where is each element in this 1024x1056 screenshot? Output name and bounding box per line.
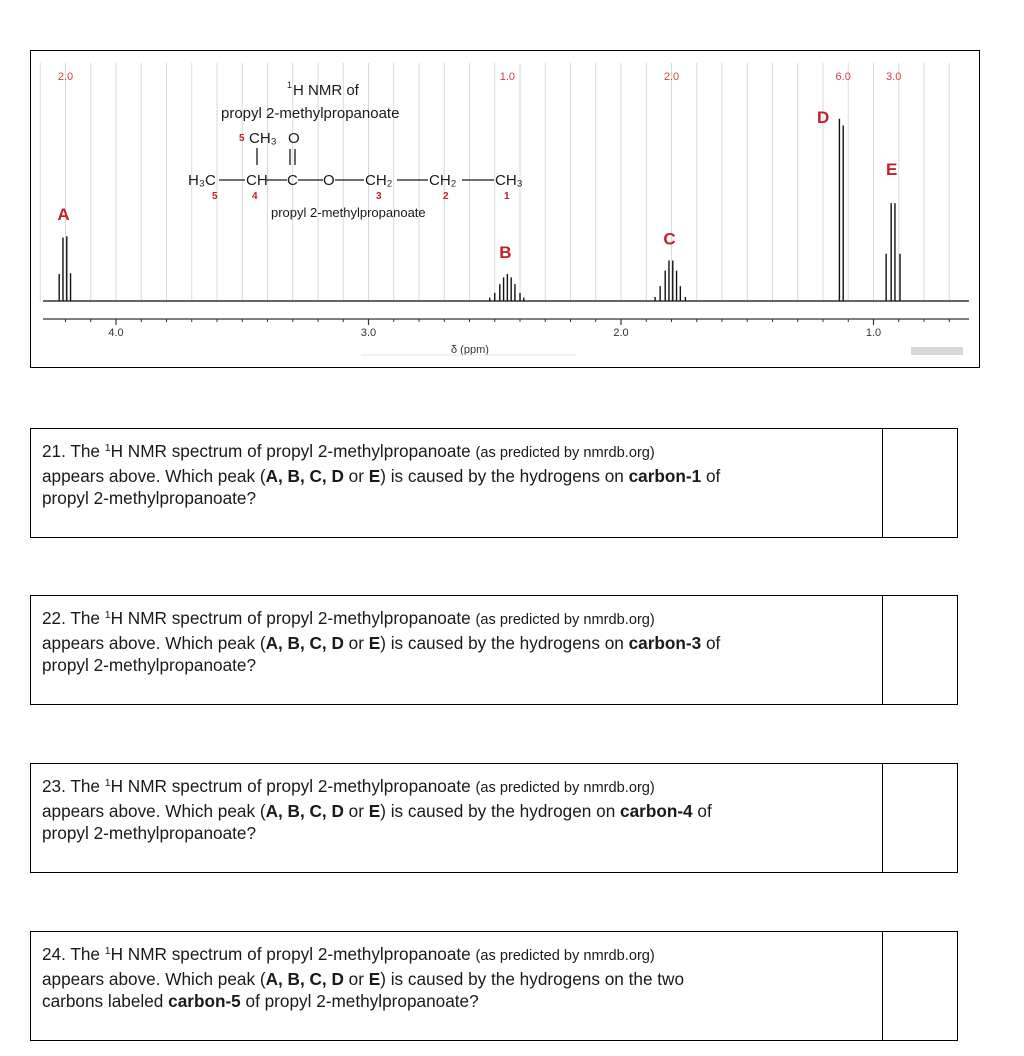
structure-title-line2: propyl 2-methylpropanoate — [221, 105, 400, 122]
integration-value: 2.0 — [57, 71, 74, 83]
x-axis-tick-label: 2.0 — [613, 327, 629, 339]
answer-box-22[interactable] — [883, 596, 957, 704]
x-axis-tick-label: 3.0 — [360, 327, 377, 339]
structure-caption: propyl 2-methylpropanoate — [271, 205, 426, 220]
question-21-text: 21. The $^1$H NMR spectrum of propyl 2-methylpropanoate (as predicted by nmrdb.org) appears above. Which peak (A, B, C, D or E) is caused by the hydrogens on carbon-1 of propyl 2-methylpropanoate? — [31, 429, 883, 537]
peak-label-B: B — [499, 243, 512, 262]
methyl-top: CH₃ — [249, 130, 277, 147]
carbon-5-number: 5 — [212, 191, 218, 202]
integration-value: 6.0 — [835, 71, 851, 83]
question-24-text: 24. The $^1$H NMR spectrum of propyl 2-methylpropanoate (as predicted by nmrdb.org) appears above. Which peak (A, B, C, D or E) is caused by the hydrogens on the two carbons labeled carbon-5 of propyl 2-methylpropanoate? — [31, 932, 883, 1040]
nmr-figure — [30, 50, 980, 368]
carbon-3-number: 3 — [376, 191, 382, 202]
scroll-handle[interactable] — [911, 347, 963, 355]
carbon-2-number: 2 — [443, 191, 449, 202]
question-24 — [30, 931, 958, 1041]
h3c: H₃C — [188, 172, 216, 189]
carbon-1-number: 1 — [504, 191, 510, 202]
nmr-spectrum-chart — [31, 51, 980, 368]
x-axis-label: δ (ppm) — [451, 344, 489, 356]
question-21 — [30, 428, 958, 538]
question-23-text: 23. The $^1$H NMR spectrum of propyl 2-methylpropanoate (as predicted by nmrdb.org) appears above. Which peak (A, B, C, D or E) is caused by the hydrogen on carbon-4 of propyl 2-methylpropanoate? — [31, 764, 883, 872]
structure-title: H NMR of — [293, 82, 359, 99]
integration-value: 1.0 — [499, 71, 516, 83]
ch3-carbon-1: CH₃ — [495, 172, 523, 189]
question-22 — [30, 595, 958, 705]
answer-box-23[interactable] — [883, 764, 957, 872]
integration-value: 3.0 — [886, 71, 902, 83]
peak-label-E: E — [886, 160, 898, 179]
carbon-4-number: 4 — [252, 191, 258, 202]
peak-label-D: D — [817, 108, 830, 127]
question-23 — [30, 763, 958, 873]
integration-value: 2.0 — [663, 71, 680, 83]
peak-label-C: C — [663, 229, 676, 249]
ch2-carbon-2: CH₂ — [429, 172, 457, 189]
question-22-text: 22. The $^1$H NMR spectrum of propyl 2-methylpropanoate (as predicted by nmrdb.org) appears above. Which peak (A, B, C, D or E) is caused by the hydrogens on carbon-3 of propyl 2-methylpropanoate? — [31, 596, 883, 704]
ch2-carbon-3: CH₂ — [365, 172, 393, 189]
answer-box-21[interactable] — [883, 429, 957, 537]
structure-title-sup: 1 — [287, 80, 293, 90]
structure-drawing — [188, 80, 523, 220]
ester-oxygen: O — [323, 172, 335, 189]
carbonyl-c: C — [287, 172, 298, 189]
x-axis-tick-label: 4.0 — [108, 327, 124, 339]
carbon-5-top-number: 5 — [239, 133, 245, 144]
carbonyl-oxygen: O — [288, 130, 300, 147]
peak-label-A: A — [57, 205, 70, 225]
x-axis-tick-label: 1.0 — [865, 327, 882, 339]
answer-box-24[interactable] — [883, 932, 957, 1040]
ch: CH — [246, 172, 268, 189]
